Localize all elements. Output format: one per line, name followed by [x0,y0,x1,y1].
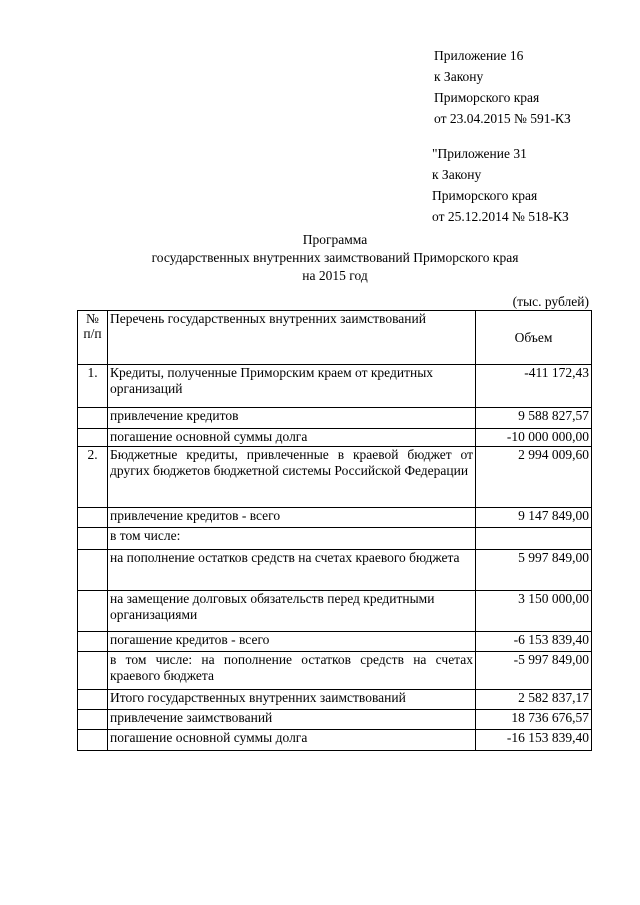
borrowing-table [77,310,592,751]
header-number-line1: № [86,311,99,326]
row-text: погашение основной суммы долга [108,730,476,751]
row-text: в том числе: [108,528,476,550]
row-number: 1. [78,365,108,408]
annex-amended-line4: от 25.12.2014 № 518-КЗ [432,209,569,224]
row-value: -5 997 849,00 [476,652,592,690]
row-text: на пополнение остатков средств на счетах краевого бюджета [108,550,476,591]
table-row [78,652,592,690]
table-row [78,730,592,751]
title-line2: государственных внутренних заимствований Приморского края [151,250,519,265]
row-number [78,690,108,710]
row-value: -16 153 839,40 [476,730,592,751]
header-number-line2: п/п [83,326,102,341]
row-text: в том числе: на пополнение остатков средств на счетах краевого бюджета [108,652,476,690]
title-line1: Программа [302,232,368,247]
row-text: Бюджетные кредиты, привлеченные в краевой бюджет от других бюджетов бюджетной системы Российской Федерации [108,447,476,508]
row-number [78,591,108,632]
annex-amended-block [432,143,569,227]
row-number [78,528,108,550]
table-row [78,710,592,730]
table-row [78,365,592,408]
row-number [78,508,108,528]
table-row [78,429,592,447]
row-number [78,652,108,690]
document-title [80,231,590,285]
row-value: 9 147 849,00 [476,508,592,528]
table-row [78,690,592,710]
row-value: -10 000 000,00 [476,429,592,447]
annex-current-line4: от 23.04.2015 № 591-КЗ [434,111,571,126]
table-row [78,508,592,528]
table-row [78,528,592,550]
row-number [78,550,108,591]
row-number [78,408,108,429]
row-text: погашение основной суммы долга [108,429,476,447]
row-number [78,730,108,751]
row-number [78,429,108,447]
annex-current-line3: Приморского края [434,90,540,105]
annex-current-block [434,45,571,129]
row-value: 3 150 000,00 [476,591,592,632]
row-value: -6 153 839,40 [476,632,592,652]
row-text: Итого государственных внутренних заимствований [108,690,476,710]
annex-amended-line2: к Закону [432,167,482,182]
row-number: 2. [78,447,108,508]
row-value: 2 994 009,60 [476,447,592,508]
header-list: Перечень государственных внутренних заимствований [108,311,476,365]
header-number [78,311,108,365]
row-value: 5 997 849,00 [476,550,592,591]
row-number [78,632,108,652]
row-value: 18 736 676,57 [476,710,592,730]
row-text: привлечение заимствований [108,710,476,730]
header-volume: Объем [476,311,592,365]
table-row [78,408,592,429]
units-label: (тыс. рублей) [512,294,589,309]
row-value: 9 588 827,57 [476,408,592,429]
table-row [78,591,592,632]
row-value: 2 582 837,17 [476,690,592,710]
row-value: -411 172,43 [476,365,592,408]
annex-amended-line3: Приморского края [432,188,538,203]
row-text: привлечение кредитов [108,408,476,429]
table-header-row [78,311,592,365]
title-line3: на 2015 год [302,268,368,283]
table-row [78,550,592,591]
row-value [476,528,592,550]
table-row [78,447,592,508]
annex-current-line2: к Закону [434,69,484,84]
row-text: Кредиты, полученные Приморским краем от кредитных организаций [108,365,476,408]
annex-amended-line1: "Приложение 31 [432,146,527,161]
annex-current-line1: Приложение 16 [434,48,524,63]
table-row [78,632,592,652]
row-text: на замещение долговых обязательств перед кредитными организациями [108,591,476,632]
row-text: привлечение кредитов - всего [108,508,476,528]
row-text: погашение кредитов - всего [108,632,476,652]
row-number [78,710,108,730]
